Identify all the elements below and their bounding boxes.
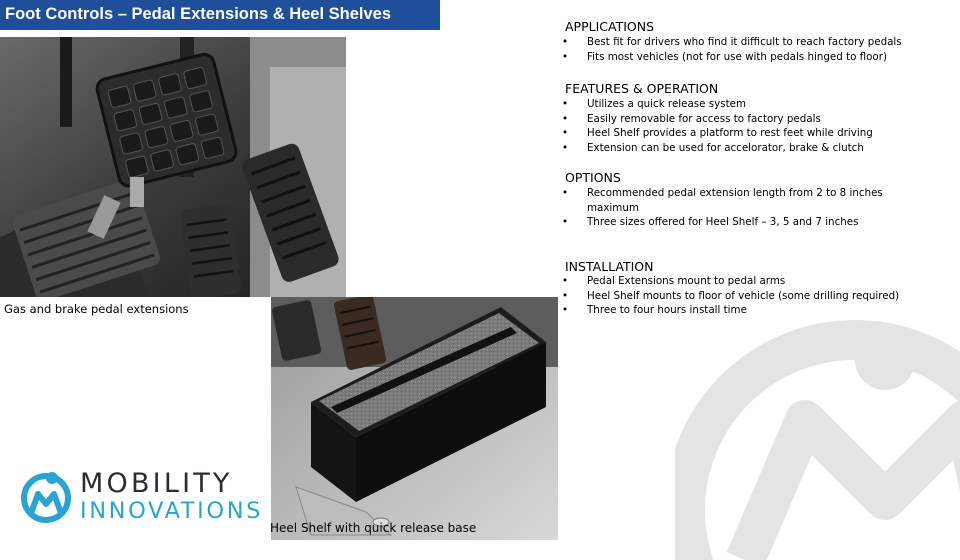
list-item: • Heel Shelf provides a platform to rest feet while driving	[562, 126, 927, 141]
list-item: • Fits most vehicles (not for use with pedals hinged to floor)	[562, 50, 927, 65]
list-item: • Three sizes offered for Heel Shelf – 3, 5 and 7 inches	[562, 215, 927, 230]
heel-shelf-photo	[271, 297, 558, 540]
list-item: • Extension can be used for accelorator, brake & clutch	[562, 141, 927, 156]
list-item: • Easily removable for access to factory pedals	[562, 112, 927, 127]
pedal-photo-caption: Gas and brake pedal extensions	[4, 302, 189, 316]
options-list	[562, 186, 927, 230]
section-heading-options: OPTIONS	[565, 170, 621, 185]
installation-list	[562, 274, 927, 318]
watermark-logo-icon	[675, 300, 960, 560]
list-item: • Recommended pedal extension length from 2 to 8 inches maximum	[562, 186, 897, 215]
title-bar	[0, 0, 440, 30]
page-title: Foot Controls – Pedal Extensions & Heel Shelves	[5, 5, 392, 23]
list-item: • Utilizes a quick release system	[562, 97, 927, 112]
features-list	[562, 97, 927, 155]
list-item: • Pedal Extensions mount to pedal arms	[562, 274, 927, 289]
applications-list	[562, 35, 927, 64]
logo-text-innovations: INNOVATIONS	[80, 498, 264, 524]
list-item: • Heel Shelf mounts to floor of vehicle (some drilling required)	[562, 289, 927, 304]
section-heading-features: FEATURES & OPERATION	[565, 81, 719, 96]
section-heading-applications: APPLICATIONS	[565, 19, 655, 34]
list-item: • Three to four hours install time	[562, 303, 927, 318]
pedal-extensions-photo	[0, 37, 346, 297]
logo-mark-icon	[20, 468, 72, 524]
logo-text-mobility: MOBILITY	[80, 468, 233, 499]
section-heading-installation: INSTALLATION	[565, 259, 654, 274]
company-logo	[20, 468, 264, 524]
heel-photo-caption: Heel Shelf with quick release base	[270, 521, 477, 535]
list-item: • Best fit for drivers who find it difficult to reach factory pedals	[562, 35, 927, 50]
